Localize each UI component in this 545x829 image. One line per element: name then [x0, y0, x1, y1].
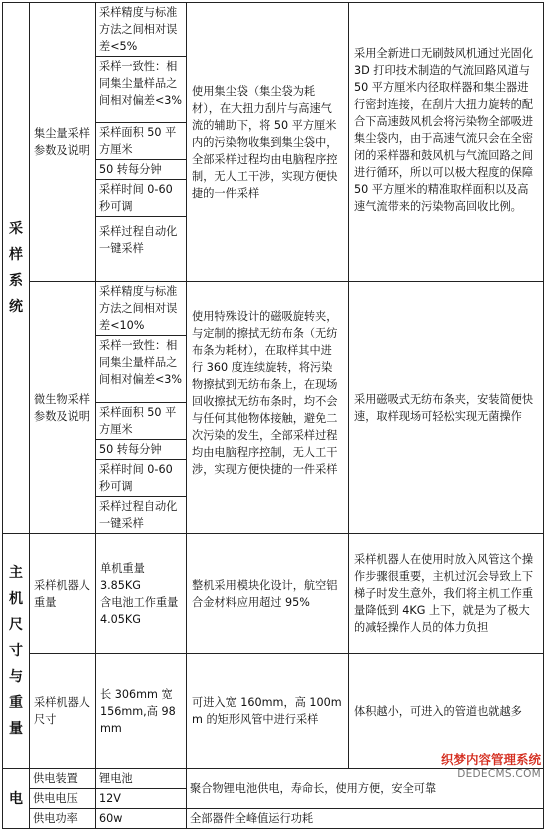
size-specs: 长 306mm 宽 156mm,高 98mm	[96, 654, 187, 769]
section-sampling: 采 样 系 统	[3, 3, 30, 534]
spec-table	[2, 2, 544, 829]
dust-param-label: 集尘量采样参数及说明	[30, 3, 96, 282]
weight-specs: 单机重量 3.85KG 含电池工作重量 4.05KG	[96, 534, 187, 654]
section-host: 主 机 尺 寸 与 重 量	[3, 534, 30, 769]
dedecms-watermark	[441, 752, 541, 782]
size-label: 采样机器人尺寸	[30, 654, 96, 769]
section-power: 电	[3, 769, 30, 829]
microbe-description: 使用特殊设计的磁吸旋转夹，与定制的擦拭无纺布条（无纺布条为耗材），在取样其中进行 360 度连续旋转，将污染物擦拭到无纺布条上，在现场回收擦拭无纺布条时，均不会与任何其他物体接触，避免二次污染的发生，全部采样过程均由电脑程序控制，无人工干涉，实现方便快捷的一件采样	[187, 282, 349, 534]
microbe-advantage: 采用磁吸式无纺布条夹，安装简便快速，取样现场可轻松实现无菌操作	[349, 282, 544, 534]
weight-description: 整机采用模块化设计，航空铝合金材料应用超过 95%	[187, 534, 349, 654]
power-wattage-label: 供电功率	[30, 809, 96, 829]
dust-spec-consistency: 采样一致性：相同集尘量样品之间相对偏差<3%	[96, 57, 187, 123]
dust-spec-time: 采样时间 0-60 秒可调	[96, 180, 187, 217]
dust-spec-accuracy: 采样精度与标准方法之间相对误差<5%	[96, 3, 187, 57]
power-device-label: 供电装置	[30, 769, 96, 789]
watermark-url: DEDECMS.COM	[457, 768, 541, 780]
power-note-battery: 聚合物锂电池供电，寿命长，使用方便，安全可靠	[187, 769, 544, 809]
power-wattage-value: 60w	[96, 809, 187, 829]
watermark-title: 织梦内容管理系统	[440, 752, 541, 767]
microbe-spec-consistency: 采样一致性：相同集尘量样品之间相对偏差<3%	[96, 336, 187, 403]
weight-advantage: 采样机器人在使用时放入风管这个操作步骤很重要，主机过沉会导致上下梯子时发生意外，我们将主机工作重量降低到 4KG 上下，就是为了极大的减轻操作人员的体力负担	[349, 534, 544, 654]
dust-spec-auto: 采样过程自动化一键采样	[96, 217, 187, 282]
power-note-peak: 全部器件全峰值运行功耗	[187, 809, 544, 829]
size-description: 可进入宽 160mm，高 100mm 的矩形风管中进行采样	[187, 654, 349, 769]
microbe-spec-time: 采样时间 0-60 秒可调	[96, 460, 187, 497]
power-voltage-label: 供电电压	[30, 789, 96, 809]
dust-description: 使用集尘袋（集尘袋为耗材），在大扭力刮片与高速气流的辅助下，将 50 平方厘米内的污染物收集到集尘袋中，全部采样过程均由电脑程序控制，无人工干涉，实现方便快捷的一件采样	[187, 3, 349, 282]
size-advantage: 体积越小，可进入的管道也就越多	[349, 654, 544, 769]
microbe-spec-accuracy: 采样精度与标准方法之间相对误差<10%	[96, 282, 187, 336]
dust-advantage: 采用全新进口无刷鼓风机通过光固化 3D 打印技术制造的气流回路风道与 50 平方厘米内径取样器和集尘器进行密封连接，在刮片大扭力旋转的配合下高速鼓风机会将污染物全部吸进集尘袋内，由于高速气流只会在全密闭的采样器和鼓风机与气流回路之间进行循环，所以可以极大程度的保障 50 平方厘米的精准取样面积以及高速气流带来的污染物高回收比例。	[349, 3, 544, 282]
dust-spec-speed: 50 转每分钟	[96, 160, 187, 180]
microbe-spec-speed: 50 转每分钟	[96, 440, 187, 460]
microbe-param-label: 微生物采样参数及说明	[30, 282, 96, 534]
microbe-spec-area: 采样面积 50 平方厘米	[96, 403, 187, 440]
dust-spec-area: 采样面积 50 平方厘米	[96, 123, 187, 160]
microbe-spec-auto: 采样过程自动化一键采样	[96, 497, 187, 534]
power-device-value: 锂电池	[96, 769, 187, 789]
weight-label: 采样机器人重量	[30, 534, 96, 654]
power-voltage-value: 12V	[96, 789, 187, 809]
